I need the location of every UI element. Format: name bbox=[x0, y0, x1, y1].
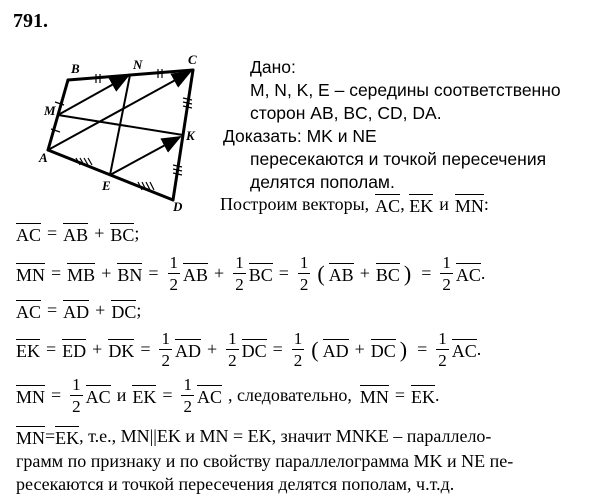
prove-line-2: пересекаются и точкой пересечения bbox=[250, 149, 547, 169]
prove-heading: Доказать: MK и NE bbox=[223, 126, 377, 146]
side-bc bbox=[68, 70, 193, 80]
given-heading: Дано: bbox=[250, 57, 296, 77]
equation-3: AC = AD + DC ; bbox=[16, 299, 142, 322]
label-n: N bbox=[133, 57, 143, 72]
conclusion-line-1: MN = EK , т.е., MN||EK и MN = EK, значит MNKE – параллело- bbox=[16, 425, 492, 448]
problem-number: 791. bbox=[13, 10, 48, 32]
quadrilateral-figure bbox=[38, 55, 213, 215]
equation-5: MN = $\frac{1}{2}$ AC и EK = $\frac{1}{2}$ AC , следовательно, MN = EK . bbox=[16, 375, 440, 416]
label-b: B bbox=[71, 61, 80, 76]
segment-ne bbox=[110, 75, 130, 175]
prove-line-3: делятся пополам. bbox=[250, 172, 395, 192]
given-line-2: сторон AB, BC, CD, DA. bbox=[250, 103, 442, 123]
label-c: C bbox=[188, 55, 197, 67]
equation-1: AC = AB + BC ; bbox=[16, 222, 140, 245]
given-line-1: M, N, K, E – середины соответственно bbox=[250, 80, 561, 100]
label-e: E bbox=[102, 178, 111, 193]
vector-ek-label: EK bbox=[409, 193, 433, 216]
vector-mn-label: MN bbox=[455, 193, 484, 216]
vector-ek bbox=[110, 137, 180, 175]
construct-line: Построим векторы, AC , EK и MN : bbox=[220, 193, 489, 216]
label-k: K bbox=[186, 128, 195, 143]
label-a: A bbox=[39, 150, 48, 165]
vector-ac-label: AC bbox=[375, 193, 400, 216]
label-m: M bbox=[44, 103, 56, 118]
equation-4: EK = ED + DK = $\frac{1}{2}$ AD + $\frac{1}{2}$ DC = $\frac{1}{2}$ ( AD + DC ) = $\frac{1}{2}$ AC . bbox=[16, 329, 482, 370]
vector-ac bbox=[48, 72, 190, 150]
label-d: D bbox=[173, 199, 183, 214]
equation-2: MN = MB + BN = $\frac{1}{2}$ AB + $\frac{1}{2}$ BC = $\frac{1}{2}$ ( AB + BC ) = $\frac{1}{2}$ AC . bbox=[16, 253, 486, 294]
conclusion-line-3: ресекаются и точкой пересечения делятся пополам, ч.т.д. bbox=[16, 474, 455, 494]
conclusion-line-2: грамм по признаку и по свойству параллелограмма MK и NE пе- bbox=[16, 451, 514, 471]
